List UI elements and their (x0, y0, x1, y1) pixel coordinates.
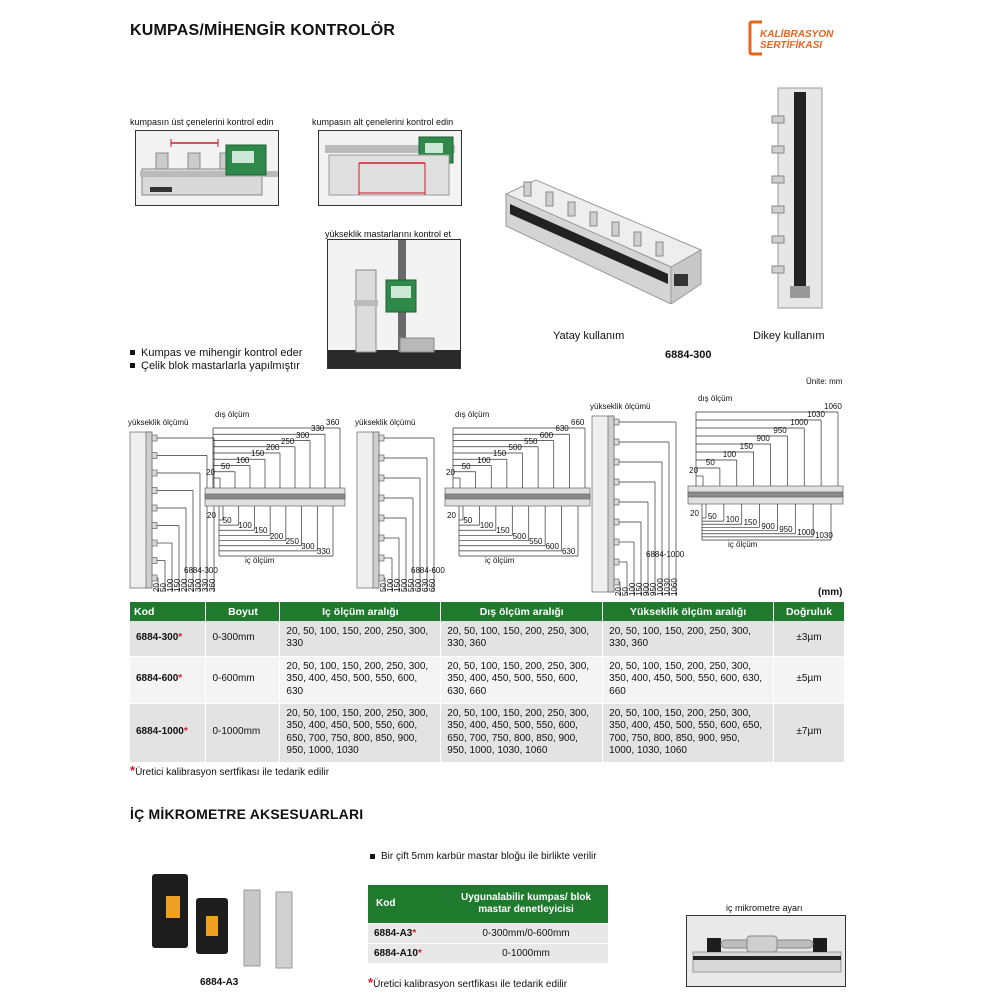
outer-value-label: 100 (236, 455, 250, 465)
outer-measure-label: dış ölçüm (698, 394, 733, 403)
badge-line-2: SERTİFİKASI (760, 40, 823, 51)
size-cell: 0-600mm (206, 656, 280, 703)
accessory-product-label: 6884-A3 (200, 977, 239, 988)
height-value-label: 250 (187, 578, 196, 592)
height-value-label: 20 (152, 583, 161, 592)
height-value-label: 50 (621, 587, 630, 596)
gauge-block (614, 519, 619, 525)
code-cell: 6884-A10* (368, 943, 444, 963)
horizontal-use-label: Yatay kullanım (553, 330, 625, 342)
size-cell: 0-1000mm (206, 703, 280, 762)
inner-range-cell: 20, 50, 100, 150, 200, 250, 300, 330 (280, 621, 441, 656)
inner-range-cell: 20, 50, 100, 150, 200, 250, 300, 350, 400, 450, 500, 550, 600, 630 (280, 656, 441, 703)
code-cell: 6884-600* (130, 656, 206, 703)
diagram-model-label: 6884-300 (184, 566, 218, 575)
accessories-title: İÇ MİKROMETRE AKSESUARLARI (130, 806, 364, 822)
column-header: Kod (130, 602, 206, 621)
height-value-label: 200 (180, 578, 189, 592)
height-value-label: 950 (649, 582, 658, 596)
inner-value-label: 630 (562, 547, 576, 556)
outer-value-label: 200 (266, 443, 280, 452)
gauge-block (614, 499, 619, 505)
accessory-table (368, 885, 608, 963)
outer-value-label: 150 (492, 449, 507, 459)
height-value-label: 1030 (663, 578, 672, 596)
column-header: Uygunalabilir kumpas/ blok mastar denetleyicisi (444, 885, 608, 923)
outer-measure-label: dış ölçüm (215, 410, 250, 419)
accessories-bullet: Bir çift 5mm karbür mastar bloğu ile birlikte verilir (370, 850, 597, 863)
inner-measure-label: iç ölçüm (728, 540, 758, 549)
page-title: KUMPAS/MİHENGİR KONTROLÖR (130, 22, 396, 39)
height-value-label: 550 (407, 578, 416, 592)
outer-value-label: 20 (689, 466, 698, 475)
star-mark: * (412, 927, 417, 939)
inner-value-label: 20 (447, 511, 456, 520)
height-value-label: 50 (379, 583, 388, 592)
accuracy-cell: ±7µm (774, 703, 845, 762)
carbide-block-holder-icon (148, 866, 298, 974)
gauge-block (614, 579, 619, 585)
range-cell: 0-300mm/0-600mm (444, 923, 608, 943)
outer-value-label: 630 (555, 424, 569, 434)
outer-value-label: 100 (722, 450, 737, 459)
outer-value-label: 1060 (824, 402, 842, 411)
outer-value-label: 500 (508, 443, 522, 452)
table-row (130, 656, 845, 703)
code-cell: 6884-1000* (130, 703, 206, 762)
spec-table (130, 602, 845, 763)
outer-value-label: 20 (446, 468, 455, 477)
star-mark: * (178, 673, 183, 685)
outer-value-label: 1030 (807, 410, 825, 419)
height-value-label: 100 (628, 582, 637, 596)
outer-value-label: 600 (539, 430, 554, 440)
caption-bottom-jaws: kumpasın alt çenelerini kontrol edin (312, 117, 454, 127)
outer-value-label: 50 (221, 461, 230, 471)
height-value-label: 100 (386, 578, 395, 592)
outer-value-label: 950 (773, 426, 787, 435)
height-measure-label: yükseklik ölçümü (128, 418, 189, 427)
outer-value-label: 50 (705, 458, 715, 467)
feature-item: Kumpas ve mihengir kontrol eder (130, 346, 302, 359)
inner-value-label: 150 (496, 526, 510, 536)
inner-value-label: 300 (301, 541, 315, 551)
outer-value-label: 100 (477, 455, 491, 465)
outer-value-label: 660 (571, 418, 585, 427)
height-value-label: 1060 (670, 578, 679, 596)
inner-measure-label: iç ölçüm (245, 556, 275, 565)
size-cell: 0-300mm (206, 621, 280, 656)
height-measure-label: yükseklik ölçümü (355, 418, 416, 427)
height-value-label: 330 (201, 578, 210, 592)
bullet-icon (370, 854, 375, 859)
range-cell: 0-1000mm (444, 943, 608, 963)
table-header-row (368, 885, 608, 923)
micrometer-caption: iç mikrometre ayarı (726, 903, 803, 913)
accuracy-cell: ±5µm (774, 656, 845, 703)
unit-note: Ünite: mm (806, 377, 843, 386)
height-value-label: 360 (208, 578, 217, 592)
vertical-use-label: Dikey kullanım (753, 330, 825, 342)
height-value-label: 500 (400, 578, 409, 592)
inner-value-label: 50 (222, 516, 232, 526)
accessory-product-photo (148, 866, 298, 974)
height-value-label: 900 (642, 582, 651, 596)
inner-value-label: 100 (238, 521, 252, 531)
height-value-label: 150 (393, 578, 402, 592)
height-value-label: 630 (421, 578, 430, 592)
code-cell: 6884-A3* (368, 923, 444, 943)
inner-value-label: 50 (463, 516, 473, 526)
inner-value-label: 100 (479, 521, 494, 531)
table-row (368, 943, 608, 963)
gauge-block (688, 492, 843, 497)
inside-micrometer-icon (687, 916, 846, 987)
inner-range-cell: 20, 50, 100, 150, 200, 250, 300, 350, 400, 450, 500, 550, 600, 650, 700, 750, 800, 850, 900, 950, 1000, 1030 (280, 703, 441, 762)
caption-height-gauge: yükseklik mastarlarını kontrol et (325, 229, 452, 239)
height-value-label: 20 (614, 587, 623, 596)
outer-range-cell: 20, 50, 100, 150, 200, 250, 300, 350, 400, 450, 500, 550, 600, 630, 660 (441, 656, 603, 703)
inner-value-label: 1000 (797, 527, 815, 537)
height-value-label: 150 (173, 578, 182, 592)
spec-footnote: *Üretici kalibrasyon sertfikası ile tedarik edilir (130, 763, 330, 778)
height-value-label: 600 (414, 578, 423, 592)
feature-item: Çelik blok mastarlarla yapılmıştır (130, 359, 302, 372)
inner-value-label: 150 (743, 518, 757, 528)
height-range-cell: 20, 50, 100, 150, 200, 250, 300, 350, 400, 450, 500, 550, 600, 630, 660 (603, 656, 774, 703)
height-value-label: 1000 (656, 578, 665, 596)
outer-value-label: 300 (296, 430, 310, 440)
inner-value-label: 200 (269, 531, 284, 541)
outer-value-label: 250 (281, 436, 295, 446)
outer-value-label: 50 (461, 461, 471, 471)
outer-value-label: 900 (756, 434, 770, 443)
star-mark: * (183, 726, 188, 738)
inner-value-label: 500 (512, 531, 527, 541)
inner-value-label: 1030 (815, 531, 833, 540)
height-value-label: 50 (159, 583, 168, 592)
gauge-block (614, 539, 619, 545)
micrometer-setting-photo (686, 915, 846, 987)
height-value-label: 300 (194, 578, 203, 592)
outer-value-label: 550 (524, 436, 538, 446)
height-value-label: 100 (166, 578, 175, 592)
height-range-cell: 20, 50, 100, 150, 200, 250, 300, 350, 400, 450, 500, 550, 600, 650, 700, 750, 800, 850, 900, 950, 1000, 1030, 1060 (603, 703, 774, 762)
inner-value-label: 100 (725, 515, 740, 525)
outer-value-label: 360 (326, 418, 340, 427)
outer-value-label: 150 (251, 449, 265, 459)
table-row (130, 621, 845, 656)
outer-range-cell: 20, 50, 100, 150, 200, 250, 300, 330, 360 (441, 621, 603, 656)
height-measure-label: yükseklik ölçümü (590, 402, 651, 411)
outer-value-label: 1000 (790, 418, 809, 427)
inner-value-label: 150 (254, 526, 268, 536)
inner-value-label: 330 (317, 547, 331, 556)
gauge-block (614, 459, 619, 465)
diagram-model-label: 6884-1000 (646, 550, 685, 559)
table-unit: (mm) (818, 587, 843, 598)
badge-line-1: KALİBRASYON (760, 29, 834, 40)
column-header: Yükseklik ölçüm aralığı (603, 602, 774, 621)
table-row (130, 703, 845, 762)
table-header-row (130, 602, 845, 621)
inner-value-label: 600 (545, 541, 559, 551)
height-value-label: 660 (428, 578, 437, 592)
column-header: Kod (368, 885, 444, 923)
gauge-block (608, 416, 614, 592)
gauge-block (614, 419, 619, 425)
inner-value-label: 50 (707, 512, 717, 522)
outer-measure-label: dış ölçüm (455, 410, 490, 419)
column-header: Dış ölçüm aralığı (441, 602, 603, 621)
code-cell: 6884-300* (130, 621, 206, 656)
column-header: Boyut (206, 602, 280, 621)
inner-measure-label: iç ölçüm (485, 556, 515, 565)
table-row (368, 923, 608, 943)
column-header: Doğruluk (774, 602, 845, 621)
height-range-cell: 20, 50, 100, 150, 200, 250, 300, 330, 360 (603, 621, 774, 656)
product-model-label: 6884-300 (665, 349, 712, 361)
inner-value-label: 900 (761, 521, 775, 531)
outer-value-label: 330 (311, 424, 325, 434)
column-header: Iç ölçüm aralığı (280, 602, 441, 621)
diagram-model-label: 6884-600 (411, 566, 445, 575)
gauge-block (614, 479, 619, 485)
star-mark: * (417, 947, 422, 959)
outer-value-label: 20 (206, 468, 215, 477)
outer-range-cell: 20, 50, 100, 150, 200, 250, 300, 350, 400, 450, 500, 550, 600, 650, 700, 750, 800, 850, 900, 950, 1000, 1030, 1060 (441, 703, 603, 762)
accessory-footnote: *Üretici kalibrasyon sertfikası ile tedarik edilir (368, 975, 568, 990)
accuracy-cell: ±3µm (774, 621, 845, 656)
height-value-label: 150 (635, 582, 644, 596)
inner-value-label: 550 (529, 536, 543, 546)
caption-top-jaws: kumpasın üst çenelerini kontrol edin (130, 117, 274, 127)
inner-value-label: 950 (779, 524, 793, 534)
gauge-block (614, 559, 619, 565)
inner-value-label: 20 (207, 511, 216, 520)
star-mark: * (178, 632, 183, 643)
gauge-block (614, 439, 619, 445)
outer-value-label: 150 (739, 442, 753, 451)
inner-value-label: 250 (285, 536, 299, 546)
inner-value-label: 20 (690, 509, 699, 518)
